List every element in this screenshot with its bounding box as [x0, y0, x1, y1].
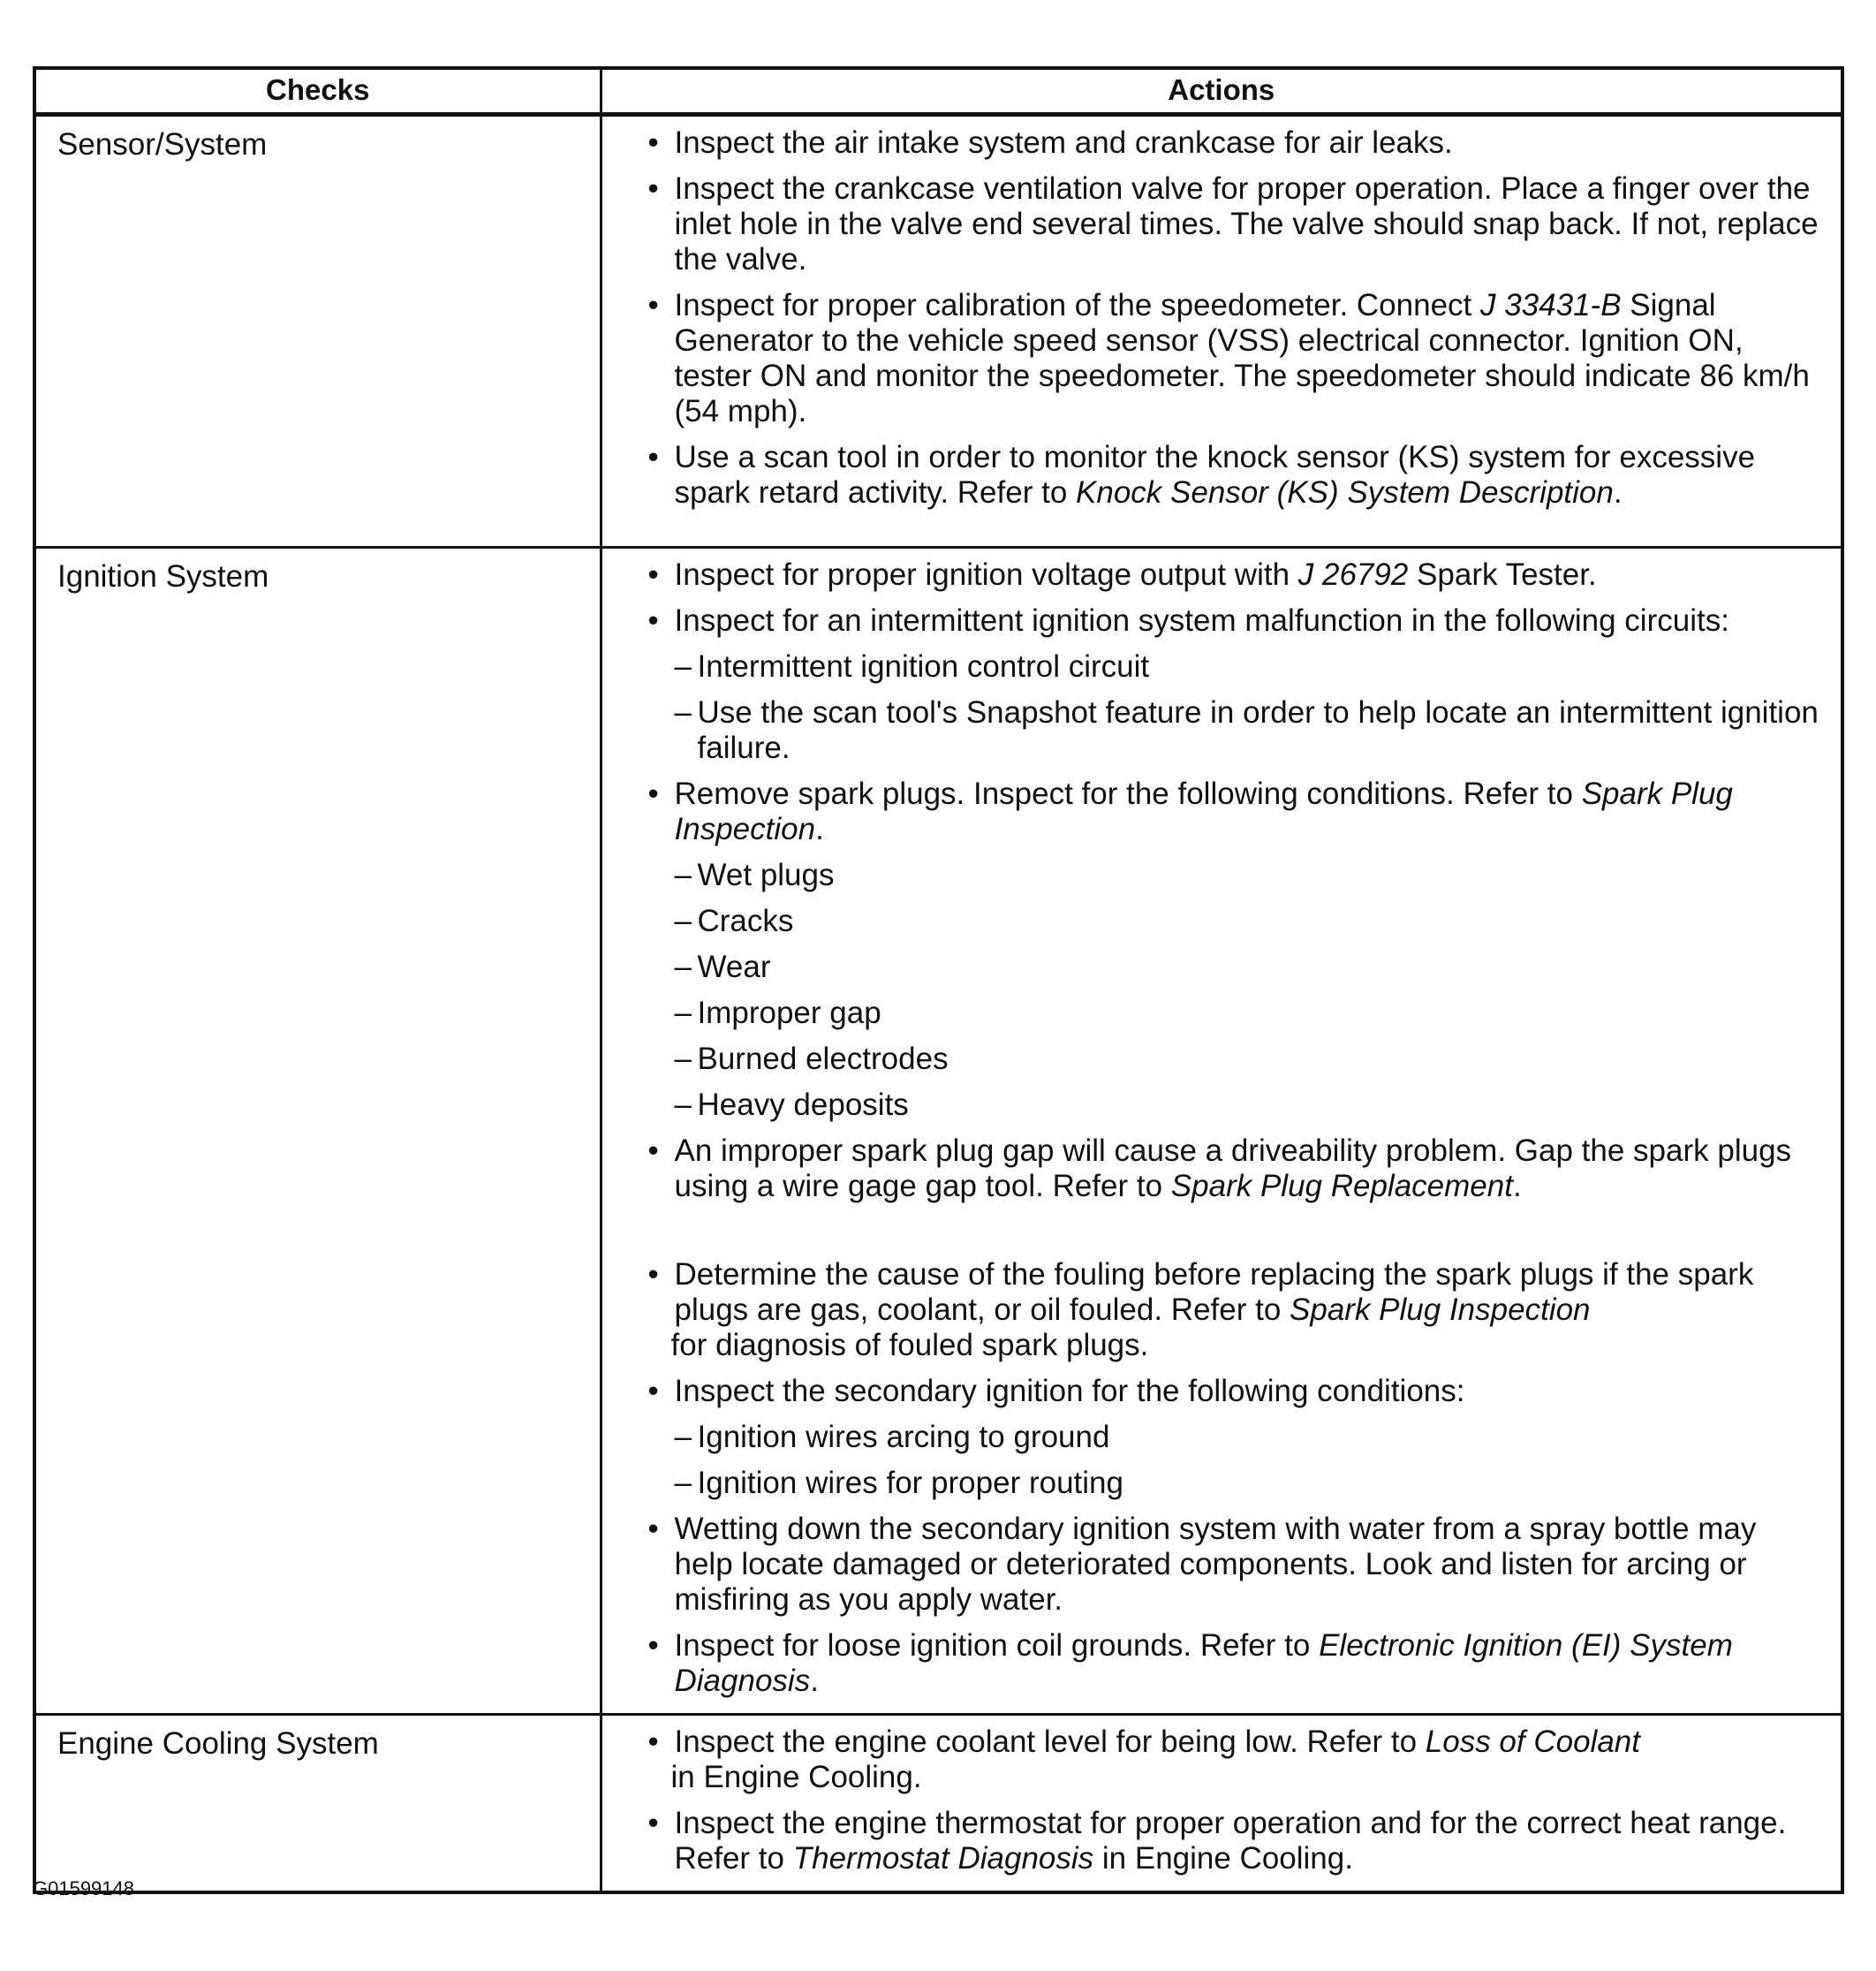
checks-actions-table — [33, 66, 1844, 1894]
action-item: • Inspect for proper calibration of the speedometer. Connect J 33431-B Signal Generator to the vehicle speed sensor (VSS) electrical connector. Ignition ON, tester ON and monitor the speedometer. The speedometer should indicate 86 km/h (54 mph). — [647, 288, 1820, 429]
actions-header: Actions — [601, 68, 1842, 115]
sub-item: – Improper gap — [675, 996, 1820, 1031]
check-label: Sensor/System — [34, 115, 601, 548]
doc-reference: Spark Plug Replacement — [1170, 1169, 1513, 1203]
action-item: • Use a scan tool in order to monitor the knock sensor (KS) system for excessive spark retard activity. Refer to Knock Sensor (KS) System Description. — [647, 440, 1820, 511]
action-item: • Determine the cause of the fouling before replacing the spark plugs if the spark plugs are gas, coolant, or oil fouled. Refer to Spark Plug Inspection for diagnosis of fouled spark plugs. — [647, 1257, 1820, 1363]
check-label: Ignition System — [34, 548, 601, 1715]
doc-reference: Spark Plug Inspection — [1290, 1293, 1591, 1327]
sub-item: – Heavy deposits — [675, 1088, 1820, 1123]
tool-reference: J 33431-B — [1479, 288, 1622, 322]
doc-reference: Electronic Ignition (EI) System Diagnosis — [674, 1628, 1733, 1698]
sub-item: – Intermittent ignition control circuit — [675, 649, 1820, 685]
checks-header: Checks — [34, 68, 601, 115]
doc-reference: Knock Sensor (KS) System Description — [1076, 475, 1614, 510]
action-list — [647, 125, 1820, 511]
table-row — [34, 548, 1842, 1715]
action-item: • Inspect for loose ignition coil grounds. Refer to Electronic Ignition (EI) System Diagnosis. — [647, 1628, 1820, 1699]
header-row — [34, 68, 1842, 115]
sub-item: – Use the scan tool's Snapshot feature in order to help locate an intermittent ignition failure. — [675, 695, 1820, 766]
sub-item: – Cracks — [675, 904, 1820, 939]
table-row — [34, 1715, 1842, 1893]
check-label: Engine Cooling System — [34, 1715, 601, 1893]
action-list — [647, 1725, 1820, 1876]
sub-item: – Wet plugs — [675, 858, 1820, 893]
action-list — [647, 557, 1820, 1699]
table-row — [34, 115, 1842, 548]
sub-list — [675, 649, 1820, 766]
actions-cell — [601, 1715, 1842, 1893]
doc-reference: Thermostat Diagnosis — [792, 1841, 1094, 1876]
action-item: • Wetting down the secondary ignition system with water from a spray bottle may help locate damaged or deteriorated components. Look and listen for arcing or misfiring as you apply water. — [647, 1512, 1820, 1618]
sub-item: – Wear — [675, 950, 1820, 985]
figure-id-label: G01599148 — [33, 1877, 134, 1899]
action-item: • Inspect the engine thermostat for proper operation and for the correct heat range. Refer to Thermostat Diagnosis in Engine Cooling. — [647, 1806, 1820, 1876]
sub-item: – Ignition wires arcing to ground — [675, 1420, 1820, 1455]
action-item: • Remove spark plugs. Inspect for the following conditions. Refer to Spark Plug Inspection. – Wet plugs – Cracks – Wear – Improper gap – Burned electrodes – Heavy deposits — [647, 777, 1820, 1123]
sub-list — [675, 858, 1820, 1123]
action-item: • An improper spark plug gap will cause a driveability problem. Gap the spark plugs using a wire gage gap tool. Refer to Spark Plug Replacement. — [647, 1133, 1820, 1204]
action-item: • Inspect the air intake system and crankcase for air leaks. — [647, 125, 1820, 161]
tool-reference: J 26792 — [1297, 557, 1409, 592]
action-item: • Inspect for proper ignition voltage output with J 26792 Spark Tester. — [647, 557, 1820, 593]
sub-item: – Ignition wires for proper routing — [675, 1466, 1820, 1501]
action-item: • Inspect the crankcase ventilation valve for proper operation. Place a finger over the inlet hole in the valve end several times. The valve should snap back. If not, replace the valve. — [647, 171, 1820, 277]
action-item: • Inspect the secondary ignition for the following conditions: – Ignition wires arcing to ground – Ignition wires for proper routing — [647, 1374, 1820, 1501]
doc-reference: Loss of Coolant — [1425, 1725, 1640, 1759]
action-item: • Inspect for an intermittent ignition system malfunction in the following circuits: – Intermittent ignition control circuit – Use the scan tool's Snapshot feature in order to help locate an intermittent ignition failure. — [647, 603, 1820, 766]
action-item: • Inspect the engine coolant level for being low. Refer to Loss of Coolant in Engine Cooling. — [647, 1725, 1820, 1795]
actions-cell — [601, 115, 1842, 548]
sub-list — [675, 1420, 1820, 1501]
sub-item: – Burned electrodes — [675, 1042, 1820, 1077]
actions-cell — [601, 548, 1842, 1715]
doc-reference: Spark Plug Inspection — [674, 777, 1733, 846]
